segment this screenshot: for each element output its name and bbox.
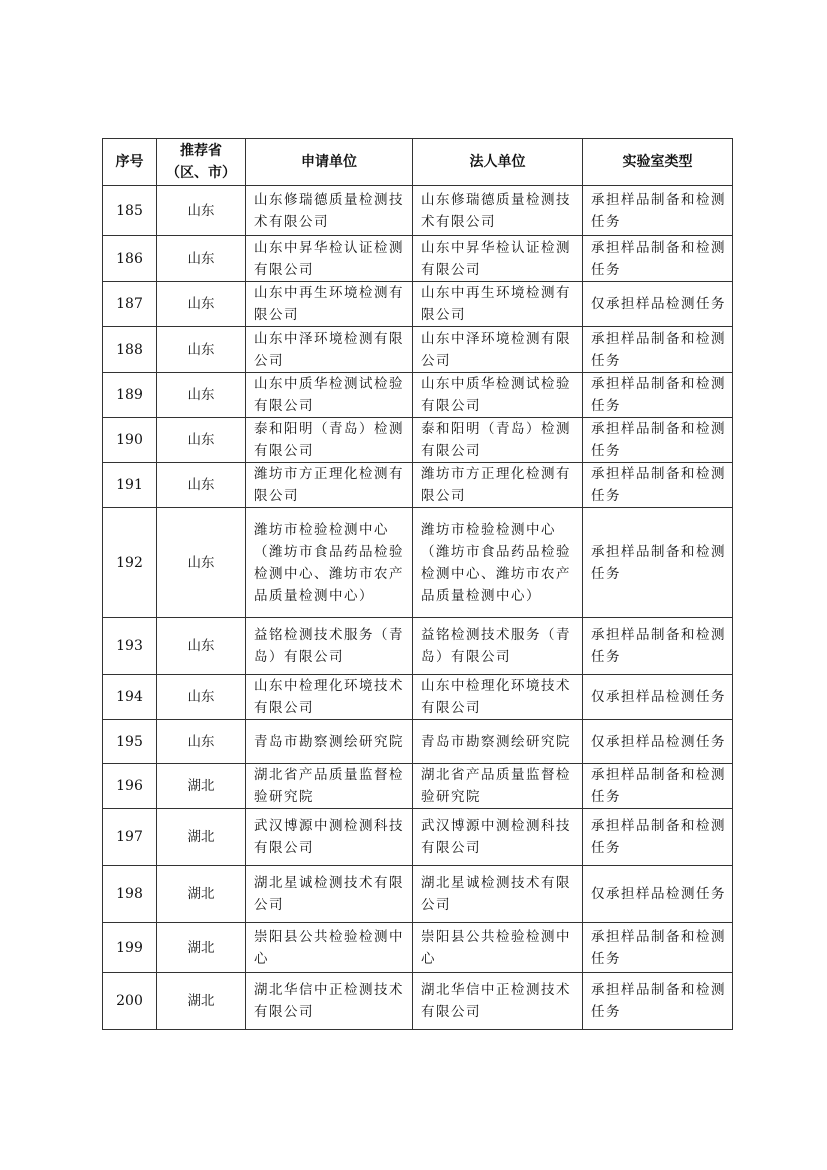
row-legal-entity: 武汉博源中测检测科技有限公司	[413, 809, 583, 866]
row-province: 山东	[157, 508, 246, 618]
row-legal-entity: 湖北华信中正检测技术有限公司	[413, 973, 583, 1030]
row-province: 山东	[157, 327, 246, 373]
table-row	[103, 236, 733, 282]
row-lab-type: 承担样品制备和检测任务	[583, 186, 733, 236]
row-lab-type: 承担样品制备和检测任务	[583, 418, 733, 463]
row-applicant: 山东中泽环境检测有限公司	[246, 327, 413, 373]
table-row	[103, 186, 733, 236]
row-lab-type: 承担样品制备和检测任务	[583, 327, 733, 373]
row-seq: 198	[103, 866, 157, 923]
row-province: 山东	[157, 282, 246, 327]
row-applicant: 山东中检理化环境技术有限公司	[246, 675, 413, 720]
table-row	[103, 418, 733, 463]
header-province-line1: 推荐省	[180, 143, 222, 159]
row-province: 湖北	[157, 866, 246, 923]
row-lab-type: 承担样品制备和检测任务	[583, 373, 733, 418]
row-legal-entity: 益铭检测技术服务（青岛）有限公司	[413, 618, 583, 675]
row-province: 山东	[157, 186, 246, 236]
row-seq: 190	[103, 418, 157, 463]
row-applicant: 青岛市勘察测绘研究院	[246, 720, 413, 764]
row-legal-entity: 崇阳县公共检验检测中心	[413, 923, 583, 973]
row-seq: 195	[103, 720, 157, 764]
row-applicant: 潍坊市方正理化检测有限公司	[246, 463, 413, 508]
header-applicant: 申请单位	[246, 139, 413, 186]
row-lab-type: 承担样品制备和检测任务	[583, 764, 733, 809]
row-province: 湖北	[157, 973, 246, 1030]
row-seq: 193	[103, 618, 157, 675]
row-applicant: 益铭检测技术服务（青岛）有限公司	[246, 618, 413, 675]
row-applicant: 崇阳县公共检验检测中心	[246, 923, 413, 973]
lab-list-table	[102, 138, 733, 1030]
row-legal-entity: 湖北星诚检测技术有限公司	[413, 866, 583, 923]
row-applicant: 山东中质华检测试检验有限公司	[246, 373, 413, 418]
header-seq: 序号	[103, 139, 157, 186]
row-applicant: 湖北省产品质量监督检验研究院	[246, 764, 413, 809]
row-lab-type: 承担样品制备和检测任务	[583, 973, 733, 1030]
row-lab-type: 承担样品制备和检测任务	[583, 236, 733, 282]
header-legal-entity: 法人单位	[413, 139, 583, 186]
table-row	[103, 373, 733, 418]
row-legal-entity: 山东修瑞德质量检测技术有限公司	[413, 186, 583, 236]
table-row	[103, 463, 733, 508]
row-seq: 199	[103, 923, 157, 973]
table-body	[103, 186, 733, 1030]
row-applicant: 湖北星诚检测技术有限公司	[246, 866, 413, 923]
row-seq: 196	[103, 764, 157, 809]
row-legal-entity: 山东中泽环境检测有限公司	[413, 327, 583, 373]
row-applicant: 武汉博源中测检测科技有限公司	[246, 809, 413, 866]
row-lab-type: 仅承担样品检测任务	[583, 866, 733, 923]
row-lab-type: 仅承担样品检测任务	[583, 720, 733, 764]
header-row	[103, 139, 733, 186]
row-province: 湖北	[157, 809, 246, 866]
row-lab-type: 承担样品制备和检测任务	[583, 618, 733, 675]
table-row	[103, 923, 733, 973]
row-applicant: 山东中再生环境检测有限公司	[246, 282, 413, 327]
table-row	[103, 809, 733, 866]
table-row	[103, 973, 733, 1030]
table-row	[103, 327, 733, 373]
table-row	[103, 508, 733, 618]
row-legal-entity: 潍坊市检验检测中心（潍坊市食品药品检验检测中心、潍坊市农产品质量检测中心）	[413, 508, 583, 618]
row-seq: 197	[103, 809, 157, 866]
row-province: 山东	[157, 373, 246, 418]
row-legal-entity: 青岛市勘察测绘研究院	[413, 720, 583, 764]
row-legal-entity: 山东中检理化环境技术有限公司	[413, 675, 583, 720]
row-seq: 194	[103, 675, 157, 720]
row-legal-entity: 湖北省产品质量监督检验研究院	[413, 764, 583, 809]
row-seq: 187	[103, 282, 157, 327]
row-applicant: 潍坊市检验检测中心（潍坊市食品药品检验检测中心、潍坊市农产品质量检测中心）	[246, 508, 413, 618]
header-lab-type: 实验室类型	[583, 139, 733, 186]
table-row	[103, 764, 733, 809]
table-row	[103, 866, 733, 923]
row-province: 山东	[157, 418, 246, 463]
row-province: 山东	[157, 463, 246, 508]
row-seq: 200	[103, 973, 157, 1030]
row-province: 山东	[157, 236, 246, 282]
row-applicant: 泰和阳明（青岛）检测有限公司	[246, 418, 413, 463]
row-legal-entity: 山东中再生环境检测有限公司	[413, 282, 583, 327]
row-lab-type: 承担样品制备和检测任务	[583, 508, 733, 618]
row-legal-entity: 山东中质华检测试检验有限公司	[413, 373, 583, 418]
table-row	[103, 720, 733, 764]
row-seq: 188	[103, 327, 157, 373]
row-seq: 186	[103, 236, 157, 282]
row-province: 山东	[157, 720, 246, 764]
row-seq: 189	[103, 373, 157, 418]
row-applicant: 湖北华信中正检测技术有限公司	[246, 973, 413, 1030]
row-legal-entity: 山东中昇华检认证检测有限公司	[413, 236, 583, 282]
table-row	[103, 282, 733, 327]
row-seq: 191	[103, 463, 157, 508]
row-lab-type: 承担样品制备和检测任务	[583, 809, 733, 866]
row-lab-type: 仅承担样品检测任务	[583, 282, 733, 327]
table-header	[103, 139, 733, 186]
row-lab-type: 仅承担样品检测任务	[583, 675, 733, 720]
row-legal-entity: 潍坊市方正理化检测有限公司	[413, 463, 583, 508]
row-lab-type: 承担样品制备和检测任务	[583, 923, 733, 973]
table-row	[103, 618, 733, 675]
header-province-line2: （区、市）	[166, 165, 236, 181]
row-seq: 192	[103, 508, 157, 618]
row-province: 山东	[157, 618, 246, 675]
row-province: 山东	[157, 675, 246, 720]
row-lab-type: 承担样品制备和检测任务	[583, 463, 733, 508]
row-applicant: 山东修瑞德质量检测技术有限公司	[246, 186, 413, 236]
row-seq: 185	[103, 186, 157, 236]
row-province: 湖北	[157, 923, 246, 973]
row-province: 湖北	[157, 764, 246, 809]
row-legal-entity: 泰和阳明（青岛）检测有限公司	[413, 418, 583, 463]
table-row	[103, 675, 733, 720]
header-province	[157, 139, 246, 186]
row-applicant: 山东中昇华检认证检测有限公司	[246, 236, 413, 282]
